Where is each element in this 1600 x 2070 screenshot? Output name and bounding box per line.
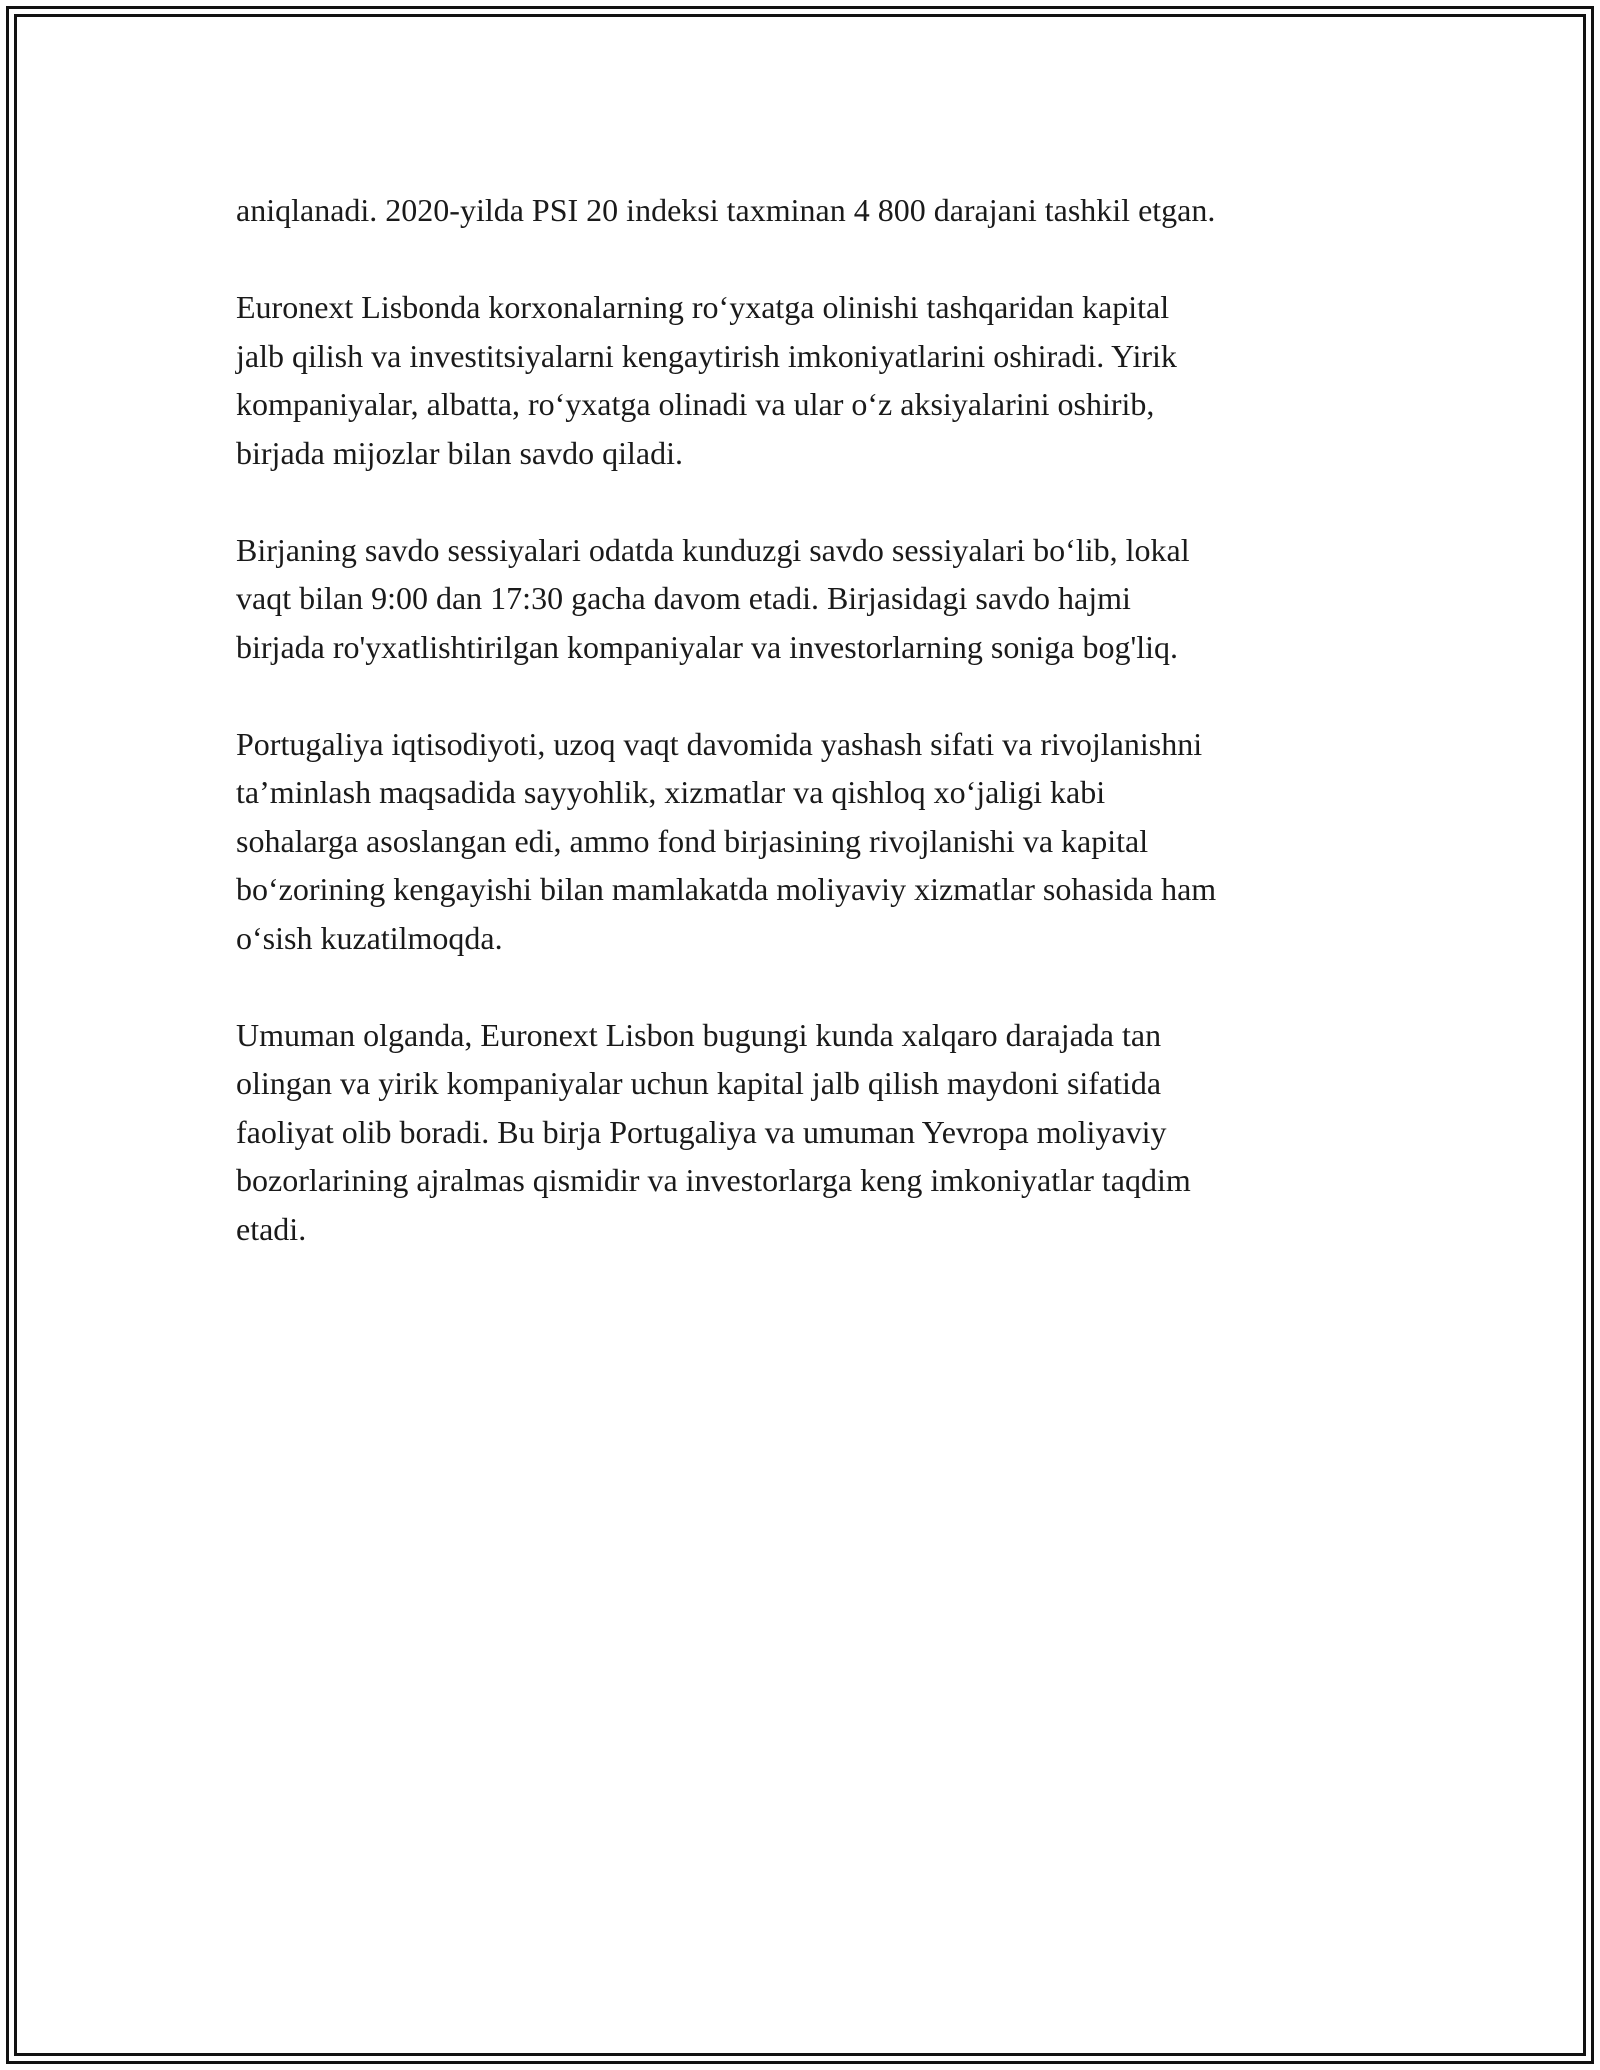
paragraph-4 [236,720,1376,963]
paragraph-line: Birjaning savdo sessiyalari odatda kunduzgi savdo sessiyalari bo‘lib, lokal [236,531,1190,568]
paragraph-line: etadi. [236,1210,307,1247]
document-body [236,186,1376,1302]
paragraph-5 [236,1011,1376,1254]
paragraph-line: aniqlanadi. 2020-yilda PSI 20 indeksi taxminan 4 800 darajani tashkil etgan. [236,192,1216,228]
paragraph-line: ta’minlash maqsadida sayyohlik, xizmatlar va qishloq xo‘jaligi kabi [236,774,1106,810]
paragraph-line: o‘sish kuzatilmoqda. [236,919,503,956]
paragraph-line: olingan va yirik kompaniyalar uchun kapital jalb qilish maydoni sifatida [236,1065,1162,1101]
paragraph-1 [236,186,1376,235]
paragraph-line: faoliyat olib boradi. Bu birja Portugaliya va umuman Yevropa moliyaviy [236,1113,1167,1150]
paragraph-line: kompaniyalar, albatta, ro‘yxatga olinadi va ular o‘z aksiyalarini oshirib, [236,386,1155,422]
paragraph-line: Umuman olganda, Euronext Lisbon bugungi kunda xalqaro darajada tan [236,1016,1162,1053]
paragraph-line: Portugaliya iqtisodiyoti, uzoq vaqt davomida yashash sifati va rivojlanishni [236,725,1203,762]
paragraph-line: birjada ro'yxatlishtirilgan kompaniyalar va investorlarning soniga bog'liq. [236,628,1178,665]
paragraph-line: birjada mijozlar bilan savdo qiladi. [236,434,683,471]
paragraph-2 [236,283,1376,477]
paragraph-line: bo‘zorining kengayishi bilan mamlakatda moliyaviy xizmatlar sohasida ham [236,871,1217,907]
paragraph-line: vaqt bilan 9:00 dan 17:30 gacha davom etadi. Birjasidagi savdo hajmi [236,580,1131,616]
paragraph-line: jalb qilish va investitsiyalarni kengaytirish imkoniyatlarini oshiradi. Yirik [236,337,1177,374]
paragraph-line: sohalarga asoslangan edi, ammo fond birjasining rivojlanishi va kapital [236,822,1149,859]
paragraph-3 [236,526,1376,672]
paragraph-line: Euronext Lisbonda korxonalarning ro‘yxatga olinishi tashqaridan kapital [236,289,1170,325]
paragraph-line: bozorlarining ajralmas qismidir va investorlarga keng imkoniyatlar taqdim [236,1162,1191,1198]
